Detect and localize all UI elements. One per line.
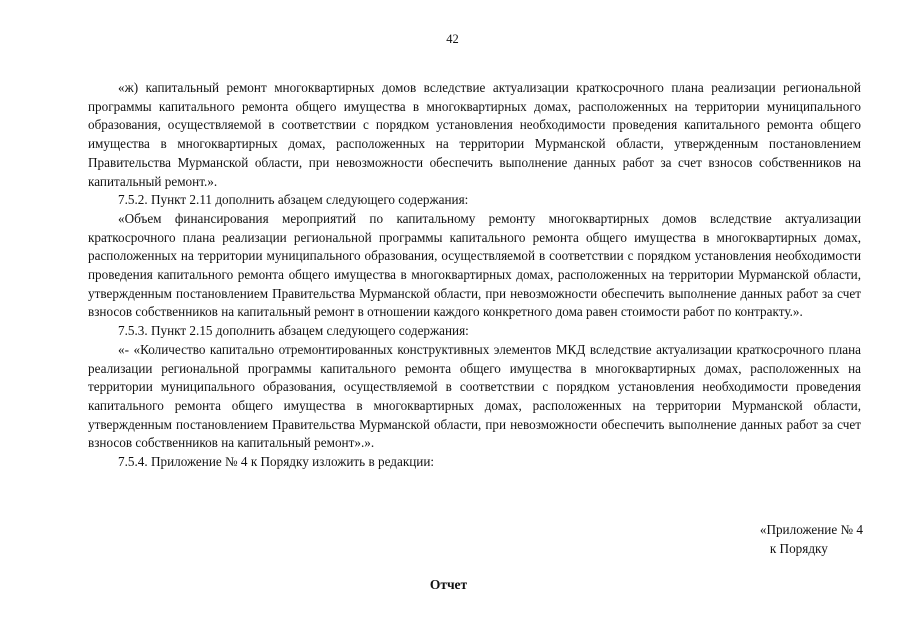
document-body bbox=[88, 79, 861, 472]
appendix-title: «Приложение № 4 bbox=[759, 522, 863, 537]
paragraph-7-5-3: 7.5.3. Пункт 2.15 дополнить абзацем следующего содержания: bbox=[118, 323, 469, 339]
page-number: 42 bbox=[446, 32, 459, 46]
paragraph-7-5-2: 7.5.2. Пункт 2.11 дополнить абзацем следующего содержания: bbox=[118, 192, 469, 208]
paragraph-7-5-4: 7.5.4. Приложение № 4 к Порядку изложить в редакции: bbox=[118, 454, 435, 470]
paragraph-item-zh: «ж) капитальный ремонт многоквартирных домов вследствие актуализации краткосрочного плана реализации региональной программы капитального ремонта общего имущества в многоквартирных домах, расположенных на территории муниципального образования, осуществляемой в соответствии с порядком установления необходимости проведения капитального ремонта общего имущества в многоквартирных домах, расположенных на территории Мурманской области, утвержденным постановлением Правительства Мурманской области, при невозможности обеспечить выполнение данных работ за счет взносов собственников на капитальный ремонт.». bbox=[88, 80, 861, 189]
appendix-reference bbox=[760, 521, 863, 558]
report-heading bbox=[0, 576, 905, 594]
paragraph-financing-volume: «Объем финансирования мероприятий по капитальному ремонту многоквартирных домов вследствие актуализации краткосрочного плана реализации региональной программы капитального ремонта общего имущества в многоквартирных домах, расположенных на территории муниципального образования, осуществляемой в соответствии с порядком установления необходимости проведения капитального ремонта общего имущества в многоквартирных домах, расположенных на территории Мурманской области, утвержденным постановлением Правительства Мурманской области, при невозможности обеспечить выполнение данных работ за счет взносов собственников на капитальный ремонт в отношении каждого конкретного дома равен стоимости работ по контракту.». bbox=[88, 210, 861, 320]
appendix-subtitle: к Порядку bbox=[769, 540, 828, 556]
report-heading-text: Отчет bbox=[429, 577, 468, 592]
paragraph-repaired-elements-count: «- «Количество капитально отремонтированных конструктивных элементов МКД вследствие актуализации краткосрочного плана реализации региональной программы капитального ремонта общего имущества в многоквартирных домах, расположенных на территории муниципального образования, осуществляемой в соответствии с порядком установления необходимости проведения капитального ремонта общего имущества в многоквартирных домах, расположенных на территории Мурманской области, утвержденным постановлением Правительства Мурманской области, при невозможности обеспечить выполнение данных работ за счет взносов собственников на капитальный ремонт».». bbox=[88, 341, 861, 451]
